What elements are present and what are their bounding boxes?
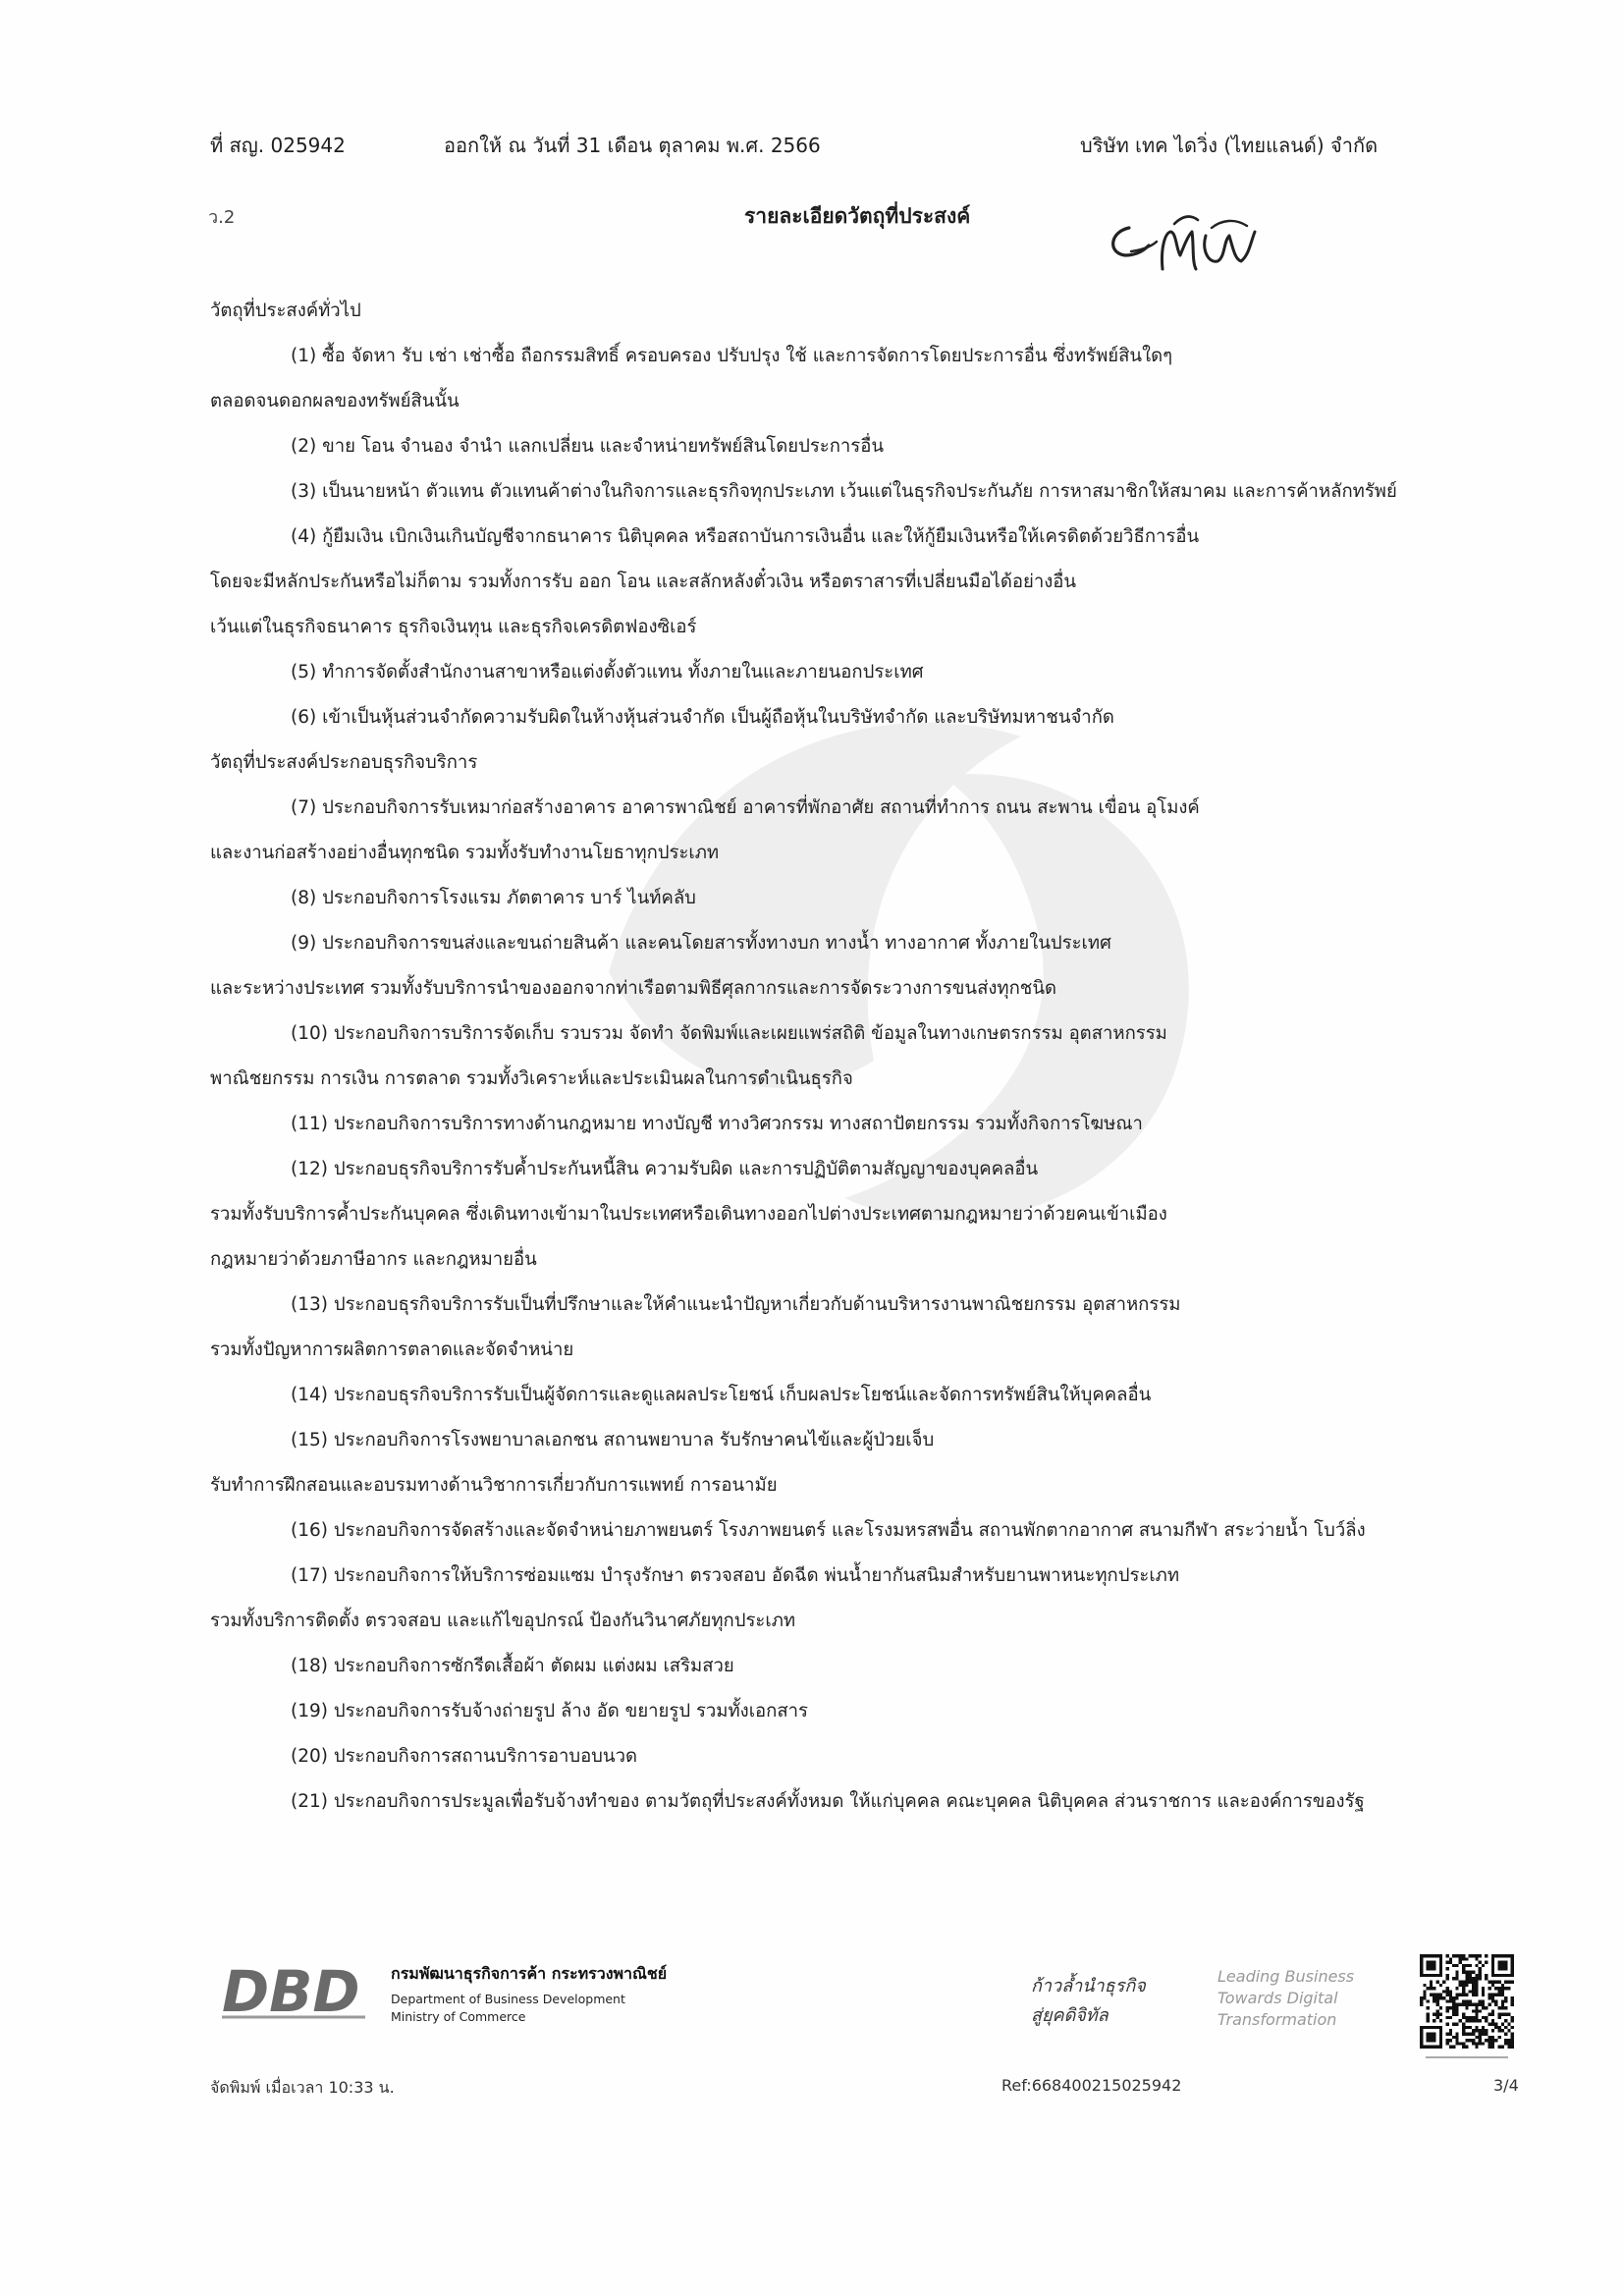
body-line: (3) เป็นนายหน้า ตัวแทน ตัวแทนค้าต่างในกิจการและธุรกิจทุกประเภท เว้นแต่ในธุรกิจประกันภัย การหาสมาชิกให้สมาคม และการค้าหลักทรัพย์ — [291, 481, 1397, 502]
body-line: โดยจะมีหลักประกันหรือไม่ก็ตาม รวมทั้งการรับ ออก โอน และสลักหลังตั๋วเงิน หรือตราสารที่เปลี่ยนมือได้อย่างอื่น — [210, 572, 1077, 592]
body-line: (8) ประกอบกิจการโรงแรม ภัตตาคาร บาร์ ไนท์คลับ — [291, 888, 696, 908]
issue-date: ออกให้ ณ วันที่ 31 เดือน ตุลาคม พ.ศ. 2566 — [444, 134, 821, 157]
body-line: (17) ประกอบกิจการให้บริการซ่อมแซม บำรุงรักษา ตรวจสอบ อัดฉีด พ่นน้ำยากันสนิมสำหรับยานพาหนะทุกประเภท — [291, 1565, 1180, 1586]
body-line: ตลอดจนดอกผลของทรัพย์สินนั้น — [210, 391, 460, 411]
body-line: พาณิชยกรรม การเงิน การตลาด รวมทั้งวิเคราะห์และประเมินผลในการดำเนินธุรกิจ — [210, 1068, 853, 1089]
body-line: (16) ประกอบกิจการจัดสร้างและจัดจำหน่ายภาพยนตร์ โรงภาพยนตร์ และโรงมหรสพอื่น สถานพักตากอากาศ สนามกีฬา สระว่ายน้ำ โบว์ลิ่ง — [291, 1520, 1366, 1541]
body-line: และระหว่างประเทศ รวมทั้งรับบริการนำของออกจากท่าเรือตามพิธีศุลกากรและการจัดระวางการขนส่งทุกชนิด — [210, 978, 1057, 999]
qr-code-icon — [1420, 1954, 1514, 2049]
department-block — [391, 1962, 667, 2026]
body-line: และงานก่อสร้างอย่างอื่นทุกชนิด รวมทั้งรับทำงานโยธาทุกประเภท — [210, 843, 720, 863]
slogan-english-line: Leading Business — [1217, 1967, 1355, 1986]
company-name: บริษัท เทค ไดวิ่ง (ไทยแลนด์) จำกัด — [1080, 134, 1379, 157]
body-line: (7) ประกอบกิจการรับเหมาก่อสร้างอาคาร อาคารพาณิชย์ อาคารที่พักอาศัย สถานที่ทำการ ถนน สะพาน เขื่อน อุโมงค์ — [291, 797, 1200, 818]
printed-time: จัดพิมพ์ เมื่อเวลา 10:33 น. — [210, 2078, 395, 2097]
department-english: Department of Business Development — [391, 1992, 625, 2006]
body-line: (9) ประกอบกิจการขนส่งและขนถ่ายสินค้า และคนโดยสารทั้งทางบก ทางน้ำ ทางอากาศ ทั้งภายในประเทศ — [291, 933, 1111, 954]
ministry-english: Ministry of Commerce — [391, 2009, 526, 2024]
body-line: (14) ประกอบธุรกิจบริการรับเป็นผู้จัดการและดูแลผลประโยชน์ เก็บผลประโยชน์และจัดการทรัพย์สินให้บุคคลอื่น — [291, 1385, 1152, 1405]
dbd-logo — [218, 1954, 375, 2025]
body-line: เว้นแต่ในธุรกิจธนาคาร ธุรกิจเงินทุน และธุรกิจเครดิตฟองซิเอร์ — [210, 617, 697, 637]
body-line: (13) ประกอบธุรกิจบริการรับเป็นที่ปรึกษาและให้คำแนะนำปัญหาเกี่ยวกับด้านบริหารงานพาณิชยกรรม อุตสาหกรรม — [291, 1294, 1181, 1315]
body-line: (10) ประกอบกิจการบริการจัดเก็บ รวบรวม จัดทำ จัดพิมพ์และเผยแพร่สถิติ ข้อมูลในทางเกษตรกรรม อุตสาหกรรม — [291, 1023, 1167, 1044]
body-line: (1) ซื้อ จัดหา รับ เช่า เช่าซื้อ ถือกรรมสิทธิ์ ครอบครอง ปรับปรุง ใช้ และการจัดการโดยประการอื่น ซึ่งทรัพย์สินใดๆ — [291, 346, 1173, 366]
body-line: รวมทั้งรับบริการค้ำประกันบุคคล ซึ่งเดินทางเข้ามาในประเทศหรือเดินทางออกไปต่างประเทศตามกฎหมายว่าด้วยคนเข้าเมือง — [210, 1204, 1167, 1225]
slogan-english — [1217, 1966, 1354, 2031]
slogan-english-line: Towards Digital — [1217, 1989, 1338, 2007]
body-line: วัตถุที่ประสงค์ทั่วไป — [210, 301, 361, 321]
logo-text: DBD — [222, 1958, 360, 2025]
body-line: (11) ประกอบกิจการบริการทางด้านกฎหมาย ทางบัญชี ทางวิศวกรรม ทางสถาปัตยกรรม รวมทั้งกิจการโฆษณา — [291, 1114, 1143, 1134]
body-line: กฎหมายว่าด้วยภาษีอากร และกฎหมายอื่น — [210, 1249, 537, 1270]
qr-caption-line — [1426, 2054, 1508, 2061]
slogan-thai — [1031, 1972, 1146, 2031]
body-line: (19) ประกอบกิจการรับจ้างถ่ายรูป ล้าง อัด ขยายรูป รวมทั้งเอกสาร — [291, 1701, 808, 1722]
body-line: (18) ประกอบกิจการซักรีดเสื้อผ้า ตัดผม แต่งผม เสริมสวย — [291, 1656, 734, 1676]
page-number: 3/4 — [1493, 2076, 1519, 2095]
body-line: รวมทั้งปัญหาการผลิตการตลาดและจัดจำหน่าย — [210, 1339, 574, 1360]
slogan-english-line: Transformation — [1217, 2010, 1337, 2029]
slogan-thai-line: สู่ยุคดิจิทัล — [1031, 2005, 1109, 2026]
slogan-thai-line: ก้าวล้ำนำธุรกิจ — [1031, 1976, 1146, 1996]
body-line: (2) ขาย โอน จำนอง จำนำ แลกเปลี่ยน และจำหน่ายทรัพย์สินโดยประการอื่น — [291, 436, 884, 457]
body-line: วัตถุที่ประสงค์ประกอบธุรกิจบริการ — [210, 752, 478, 773]
reference-number: Ref:668400215025942 — [1001, 2076, 1182, 2095]
body-line: (4) กู้ยืมเงิน เบิกเงินเกินบัญชีจากธนาคาร นิติบุคคล หรือสถาบันการเงินอื่น และให้กู้ยืมเงินหรือให้เครดิตด้วยวิธีการอื่น — [291, 526, 1200, 547]
registration-number: ที่ สญ. 025942 — [210, 134, 346, 157]
body-line: รับทำการฝึกสอนและอบรมทางด้านวิชาการเกี่ยวกับการแพทย์ การอนามัย — [210, 1475, 778, 1496]
body-line: (12) ประกอบธุรกิจบริการรับค้ำประกันหนี้สิน ความรับผิด และการปฏิบัติตามสัญญาของบุคคลอื่น — [291, 1159, 1039, 1179]
body-line: (21) ประกอบกิจการประมูลเพื่อรับจ้างทำของ ตามวัตถุที่ประสงค์ทั้งหมด ให้แก่บุคคล คณะบุคคล นิติบุคคล ส่วนราชการ และองค์การของรัฐ — [291, 1791, 1365, 1812]
department-thai: กรมพัฒนาธุรกิจการค้า กระทรวงพาณิชย์ — [391, 1964, 668, 1983]
form-code: ว.2 — [208, 207, 236, 228]
body-line: (20) ประกอบกิจการสถานบริการอาบอบนวด — [291, 1746, 637, 1767]
body-line: (5) ทำการจัดตั้งสำนักงานสาขาหรือแต่งตั้งตัวแทน ทั้งภายในและภายนอกประเทศ — [291, 662, 924, 683]
page-title: รายละเอียดวัตถุที่ประสงค์ — [744, 204, 971, 228]
body-line: รวมทั้งบริการติดตั้ง ตรวจสอบ และแก้ไขอุปกรณ์ ป้องกันวินาศภัยทุกประเภท — [210, 1611, 796, 1631]
signature — [1102, 206, 1288, 285]
body-line: (15) ประกอบกิจการโรงพยาบาลเอกชน สถานพยาบาล รับรักษาคนไข้และผู้ป่วยเจ็บ — [291, 1430, 935, 1450]
body-line: (6) เข้าเป็นหุ้นส่วนจำกัดความรับผิดในห้างหุ้นส่วนจำกัด เป็นผู้ถือหุ้นในบริษัทจำกัด และบริษัทมหาชนจำกัด — [291, 707, 1114, 728]
